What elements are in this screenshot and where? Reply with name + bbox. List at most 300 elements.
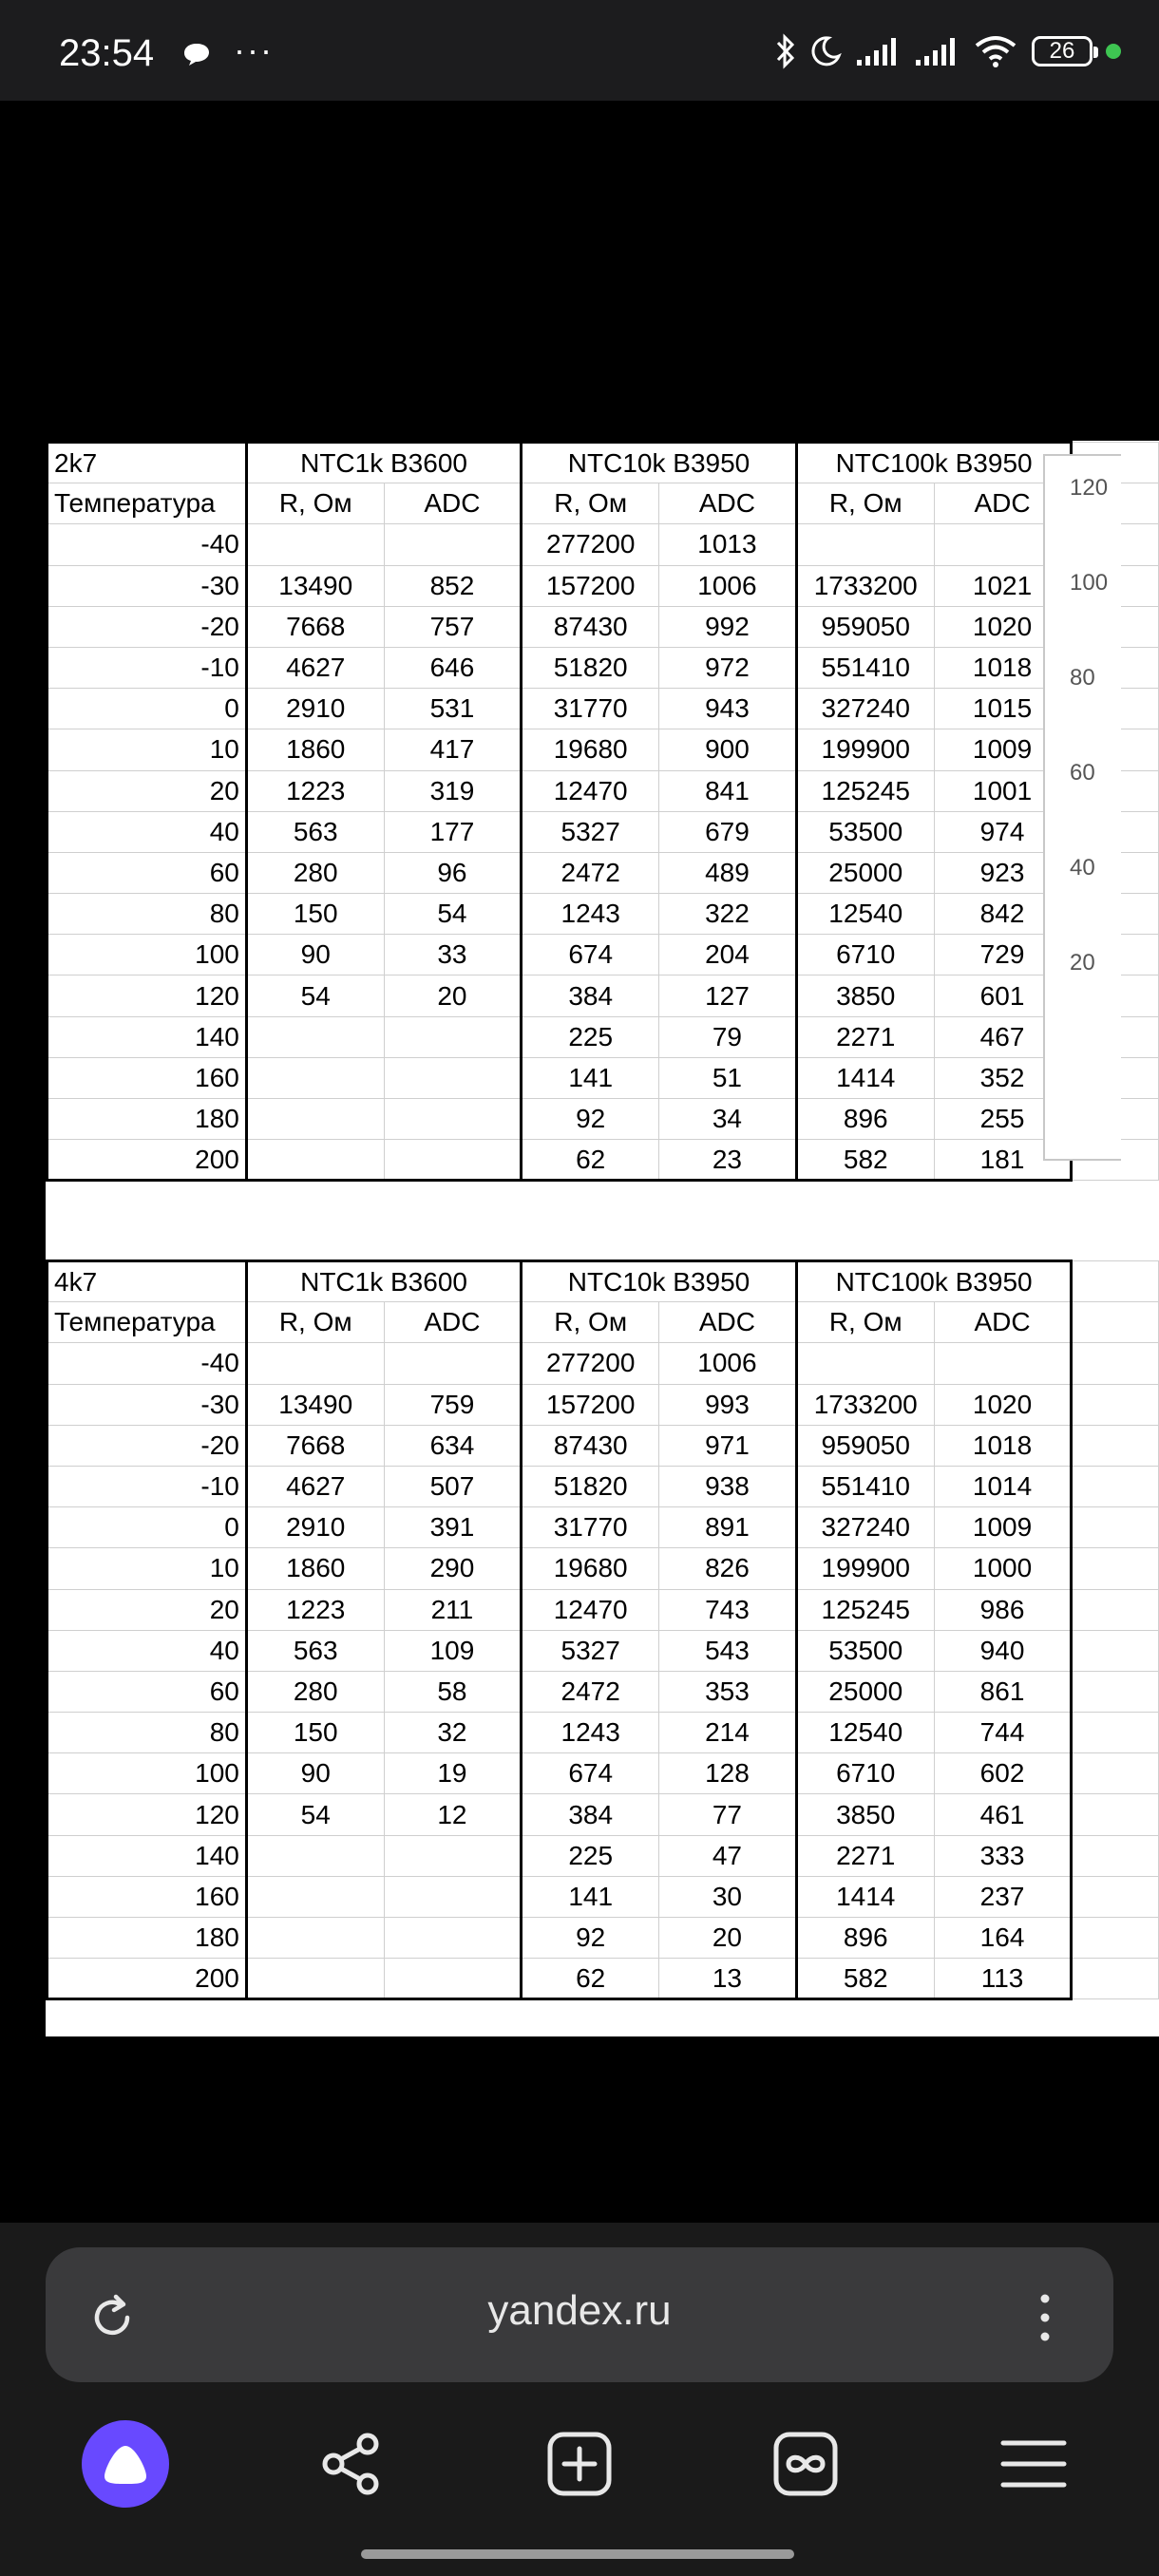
value-cell: 1223 <box>246 770 384 811</box>
value-cell: 1014 <box>934 1466 1072 1506</box>
value-cell: 54 <box>384 894 522 935</box>
table-row <box>48 729 1159 770</box>
value-cell: 47 <box>659 1835 797 1876</box>
empty-cell <box>1072 1835 1159 1876</box>
value-cell: 3850 <box>796 1794 934 1835</box>
value-cell: 2910 <box>246 1507 384 1548</box>
value-cell: 128 <box>659 1753 797 1794</box>
plus-square-icon <box>545 2430 614 2498</box>
value-cell: 181 <box>934 1140 1072 1181</box>
empty-cell <box>1072 1302 1159 1343</box>
temperature-cell: 100 <box>48 1753 247 1794</box>
table-row <box>48 1057 1159 1098</box>
signal-strength-icon-2 <box>914 35 960 67</box>
value-cell: 531 <box>384 689 522 729</box>
value-cell: 900 <box>659 729 797 770</box>
table-row <box>48 1466 1159 1506</box>
value-cell: 1860 <box>246 729 384 770</box>
value-cell: 743 <box>659 1589 797 1630</box>
table-title-row <box>48 443 1159 483</box>
temperature-cell: 20 <box>48 1589 247 1630</box>
empty-cell <box>1072 1630 1159 1671</box>
value-cell: 5327 <box>522 1630 659 1671</box>
value-cell <box>246 1959 384 1999</box>
value-cell: 327240 <box>796 1507 934 1548</box>
value-cell: 31770 <box>522 1507 659 1548</box>
tabs-button[interactable] <box>762 2420 849 2508</box>
value-cell: 58 <box>384 1671 522 1712</box>
address-bar[interactable] <box>46 2247 1113 2382</box>
temperature-cell: 10 <box>48 729 247 770</box>
value-cell: 1015 <box>934 689 1072 729</box>
chart-fragment <box>1043 454 1121 1161</box>
value-cell <box>246 1876 384 1917</box>
table-row <box>48 689 1159 729</box>
value-cell: 141 <box>522 1876 659 1917</box>
chart-axis-tick-label: 60 <box>1070 760 1095 786</box>
value-cell <box>246 1016 384 1057</box>
value-cell: 33 <box>384 935 522 975</box>
reload-icon[interactable] <box>87 2293 137 2342</box>
value-cell: 19680 <box>522 1548 659 1589</box>
value-cell <box>384 1876 522 1917</box>
table-row <box>48 1835 1159 1876</box>
value-cell: 333 <box>934 1835 1072 1876</box>
value-cell: 1243 <box>522 1713 659 1753</box>
value-cell: 353 <box>659 1671 797 1712</box>
value-cell: 646 <box>384 647 522 688</box>
value-cell: 729 <box>934 935 1072 975</box>
column-header: ADC <box>934 1302 1072 1343</box>
do-not-disturb-moon-icon <box>809 35 842 67</box>
ntc-header: NTC1k B3600 <box>246 443 521 483</box>
value-cell: 417 <box>384 729 522 770</box>
value-cell: 51820 <box>522 647 659 688</box>
column-header: R, Ом <box>246 483 384 524</box>
value-cell: 125245 <box>796 770 934 811</box>
status-icons <box>775 28 1121 74</box>
value-cell <box>384 1959 522 1999</box>
temperature-cell: -30 <box>48 565 247 606</box>
value-cell: 141 <box>522 1057 659 1098</box>
empty-cell <box>1072 1343 1159 1384</box>
empty-cell <box>1072 1713 1159 1753</box>
empty-cell <box>1072 1466 1159 1506</box>
value-cell: 3850 <box>796 975 934 1016</box>
column-header: ADC <box>659 483 797 524</box>
table-row <box>48 811 1159 852</box>
table-row <box>48 1671 1159 1712</box>
value-cell: 1733200 <box>796 1384 934 1425</box>
spreadsheet-image <box>46 441 1159 2036</box>
empty-cell <box>1072 1589 1159 1630</box>
table-row <box>48 1425 1159 1466</box>
empty-cell <box>1072 1794 1159 1835</box>
value-cell: 19 <box>384 1753 522 1794</box>
value-cell: 34 <box>659 1099 797 1140</box>
table-row <box>48 894 1159 935</box>
value-cell: 1000 <box>934 1548 1072 1589</box>
column-header: ADC <box>934 483 1072 524</box>
value-cell: 25000 <box>796 852 934 893</box>
chart-axis-tick-label: 100 <box>1070 570 1109 596</box>
value-cell: 4627 <box>246 1466 384 1506</box>
empty-cell <box>1072 1425 1159 1466</box>
temperature-cell: 40 <box>48 811 247 852</box>
battery-indicator: 26 <box>1032 36 1092 66</box>
value-cell: 467 <box>934 1016 1072 1057</box>
value-cell: 461 <box>934 1794 1072 1835</box>
table-row <box>48 1384 1159 1425</box>
value-cell: 87430 <box>522 1425 659 1466</box>
value-cell: 2271 <box>796 1835 934 1876</box>
value-cell: 601 <box>934 975 1072 1016</box>
ntc-table-4k7 <box>46 1260 1159 2000</box>
value-cell: 12 <box>384 1794 522 1835</box>
table-row <box>48 1918 1159 1959</box>
ntc-header: NTC100k B3950 <box>796 1261 1072 1302</box>
value-cell: 2472 <box>522 1671 659 1712</box>
value-cell: 277200 <box>522 1343 659 1384</box>
value-cell: 582 <box>796 1959 934 1999</box>
temperature-cell: 0 <box>48 1507 247 1548</box>
value-cell: 1018 <box>934 1425 1072 1466</box>
table-title-row <box>48 1261 1159 1302</box>
temperature-cell: 100 <box>48 935 247 975</box>
value-cell: 384 <box>522 1794 659 1835</box>
temperature-header: Температура <box>48 483 247 524</box>
value-cell <box>384 1140 522 1181</box>
value-cell: 563 <box>246 1630 384 1671</box>
chart-axis-tick-label: 120 <box>1070 475 1109 501</box>
value-cell: 992 <box>659 606 797 647</box>
value-cell: 551410 <box>796 647 934 688</box>
table-row <box>48 606 1159 647</box>
value-cell: 7668 <box>246 1425 384 1466</box>
temperature-cell: 40 <box>48 1630 247 1671</box>
privacy-indicator-dot <box>1106 44 1121 59</box>
temperature-cell: 200 <box>48 1959 247 1999</box>
ntc-header: NTC100k B3950 <box>796 443 1072 483</box>
value-cell: 940 <box>934 1630 1072 1671</box>
value-cell <box>796 524 934 565</box>
value-cell: 23 <box>659 1140 797 1181</box>
temperature-cell: 80 <box>48 1713 247 1753</box>
value-cell: 214 <box>659 1713 797 1753</box>
value-cell <box>246 1343 384 1384</box>
value-cell: 974 <box>934 811 1072 852</box>
column-header-row <box>48 1302 1159 1343</box>
value-cell <box>246 1918 384 1959</box>
empty-cell <box>1072 1918 1159 1959</box>
temperature-cell: 80 <box>48 894 247 935</box>
value-cell: 25000 <box>796 1671 934 1712</box>
message-bubble-icon <box>182 42 211 66</box>
more-menu-icon[interactable] <box>1030 2289 1060 2346</box>
value-cell: 852 <box>384 565 522 606</box>
value-cell: 109 <box>384 1630 522 1671</box>
value-cell: 87430 <box>522 606 659 647</box>
value-cell: 986 <box>934 1589 1072 1630</box>
value-cell: 54 <box>246 1794 384 1835</box>
table-row <box>48 1794 1159 1835</box>
value-cell: 896 <box>796 1918 934 1959</box>
value-cell: 1414 <box>796 1057 934 1098</box>
chart-axis-tick-label: 40 <box>1070 855 1095 881</box>
alice-icon <box>101 2442 150 2486</box>
value-cell: 582 <box>796 1140 934 1181</box>
value-cell: 744 <box>934 1713 1072 1753</box>
chart-axis-tick-label: 80 <box>1070 665 1095 691</box>
value-cell: 891 <box>659 1507 797 1548</box>
hamburger-menu-icon <box>999 2435 1068 2492</box>
value-cell: 1021 <box>934 565 1072 606</box>
value-cell: 759 <box>384 1384 522 1425</box>
value-cell: 53500 <box>796 811 934 852</box>
table-row <box>48 1630 1159 1671</box>
table-row <box>48 975 1159 1016</box>
temperature-cell: 140 <box>48 1835 247 1876</box>
value-cell: 177 <box>384 811 522 852</box>
share-button[interactable] <box>308 2420 395 2508</box>
value-cell: 841 <box>659 770 797 811</box>
value-cell: 634 <box>384 1425 522 1466</box>
value-cell: 62 <box>522 1959 659 1999</box>
value-cell: 1223 <box>246 1589 384 1630</box>
value-cell: 826 <box>659 1548 797 1589</box>
status-bar <box>0 0 1159 101</box>
value-cell: 1006 <box>659 1343 797 1384</box>
temperature-cell: -40 <box>48 524 247 565</box>
value-cell <box>246 524 384 565</box>
value-cell: 90 <box>246 1753 384 1794</box>
value-cell: 6710 <box>796 935 934 975</box>
value-cell: 1860 <box>246 1548 384 1589</box>
value-cell: 164 <box>934 1918 1072 1959</box>
temperature-cell: -30 <box>48 1384 247 1425</box>
value-cell: 92 <box>522 1918 659 1959</box>
value-cell: 20 <box>659 1918 797 1959</box>
value-cell: 51820 <box>522 1466 659 1506</box>
value-cell: 13490 <box>246 1384 384 1425</box>
table-row <box>48 1753 1159 1794</box>
clock: 23:54 <box>59 32 155 74</box>
value-cell: 280 <box>246 1671 384 1712</box>
value-cell: 157200 <box>522 1384 659 1425</box>
value-cell: 1020 <box>934 606 1072 647</box>
temperature-cell: 200 <box>48 1140 247 1181</box>
value-cell <box>796 1343 934 1384</box>
ntc-table-2k7 <box>46 441 1159 1182</box>
value-cell <box>384 1016 522 1057</box>
value-cell: 79 <box>659 1016 797 1057</box>
temperature-cell: 180 <box>48 1099 247 1140</box>
temperature-cell: 140 <box>48 1016 247 1057</box>
value-cell: 1009 <box>934 1507 1072 1548</box>
bluetooth-icon <box>775 33 796 69</box>
temperature-cell: 180 <box>48 1918 247 1959</box>
temperature-cell: 10 <box>48 1548 247 1589</box>
temperature-cell: 120 <box>48 975 247 1016</box>
new-tab-button[interactable] <box>536 2420 623 2508</box>
temperature-cell: -40 <box>48 1343 247 1384</box>
value-cell <box>384 524 522 565</box>
value-cell: 280 <box>246 852 384 893</box>
empty-cell <box>1072 1507 1159 1548</box>
value-cell: 199900 <box>796 1548 934 1589</box>
ntc-header: NTC10k B3950 <box>522 443 797 483</box>
value-cell: 255 <box>934 1099 1072 1140</box>
value-cell <box>246 1057 384 1098</box>
temperature-cell: 20 <box>48 770 247 811</box>
value-cell: 507 <box>384 1466 522 1506</box>
value-cell: 674 <box>522 935 659 975</box>
value-cell: 5327 <box>522 811 659 852</box>
table-name: 2k7 <box>48 443 247 483</box>
value-cell <box>384 1099 522 1140</box>
value-cell: 157200 <box>522 565 659 606</box>
value-cell: 277200 <box>522 524 659 565</box>
empty-cell <box>1072 1671 1159 1712</box>
value-cell: 391 <box>384 1507 522 1548</box>
value-cell: 30 <box>659 1876 797 1917</box>
value-cell: 20 <box>384 975 522 1016</box>
value-cell: 861 <box>934 1671 1072 1712</box>
value-cell <box>934 1343 1072 1384</box>
column-header: R, Ом <box>522 483 659 524</box>
value-cell: 77 <box>659 1794 797 1835</box>
value-cell: 896 <box>796 1099 934 1140</box>
value-cell: 96 <box>384 852 522 893</box>
value-cell: 842 <box>934 894 1072 935</box>
value-cell: 543 <box>659 1630 797 1671</box>
value-cell <box>246 1140 384 1181</box>
temperature-cell: 0 <box>48 689 247 729</box>
table-row <box>48 1959 1159 1999</box>
value-cell <box>246 1835 384 1876</box>
temperature-cell: 120 <box>48 1794 247 1835</box>
home-indicator[interactable] <box>361 2549 794 2559</box>
signal-strength-icon-1 <box>855 35 901 67</box>
value-cell: 19680 <box>522 729 659 770</box>
value-cell: 972 <box>659 647 797 688</box>
value-cell: 2910 <box>246 689 384 729</box>
temperature-cell: 160 <box>48 1057 247 1098</box>
value-cell: 12540 <box>796 1713 934 1753</box>
value-cell: 322 <box>659 894 797 935</box>
value-cell: 2271 <box>796 1016 934 1057</box>
value-cell: 4627 <box>246 647 384 688</box>
value-cell: 54 <box>246 975 384 1016</box>
value-cell <box>384 1057 522 1098</box>
empty-cell <box>1072 1261 1159 1302</box>
value-cell: 551410 <box>796 1466 934 1506</box>
value-cell: 923 <box>934 852 1072 893</box>
value-cell: 938 <box>659 1466 797 1506</box>
empty-cell <box>1072 1384 1159 1425</box>
temperature-header: Температура <box>48 1302 247 1343</box>
table-row <box>48 1016 1159 1057</box>
value-cell: 959050 <box>796 606 934 647</box>
column-header: R, Ом <box>246 1302 384 1343</box>
url-text[interactable]: yandex.ru <box>487 2287 672 2334</box>
column-header: R, Ом <box>796 483 934 524</box>
value-cell: 943 <box>659 689 797 729</box>
empty-cell <box>1072 1959 1159 1999</box>
column-header: ADC <box>384 483 522 524</box>
temperature-cell: -10 <box>48 1466 247 1506</box>
value-cell: 199900 <box>796 729 934 770</box>
share-icon <box>318 2431 385 2497</box>
value-cell: 31770 <box>522 689 659 729</box>
value-cell: 92 <box>522 1099 659 1140</box>
value-cell: 12470 <box>522 770 659 811</box>
table-row <box>48 1548 1159 1589</box>
value-cell: 384 <box>522 975 659 1016</box>
value-cell: 7668 <box>246 606 384 647</box>
value-cell: 1020 <box>934 1384 1072 1425</box>
value-cell: 225 <box>522 1016 659 1057</box>
value-cell: 563 <box>246 811 384 852</box>
value-cell <box>246 1099 384 1140</box>
ntc-header: NTC10k B3950 <box>522 1261 797 1302</box>
value-cell: 225 <box>522 1835 659 1876</box>
column-header: ADC <box>659 1302 797 1343</box>
chart-axis-tick-label: 20 <box>1070 950 1095 975</box>
value-cell: 352 <box>934 1057 1072 1098</box>
table-row <box>48 565 1159 606</box>
value-cell: 12540 <box>796 894 934 935</box>
menu-button[interactable] <box>990 2420 1077 2508</box>
table-row <box>48 647 1159 688</box>
column-header-row <box>48 483 1159 524</box>
wifi-icon <box>973 34 1018 68</box>
table-row <box>48 770 1159 811</box>
value-cell: 757 <box>384 606 522 647</box>
table-row <box>48 935 1159 975</box>
table-name: 4k7 <box>48 1261 247 1302</box>
value-cell: 90 <box>246 935 384 975</box>
empty-cell <box>1072 1548 1159 1589</box>
value-cell: 1013 <box>659 524 797 565</box>
table-row <box>48 1099 1159 1140</box>
value-cell: 1001 <box>934 770 1072 811</box>
value-cell: 211 <box>384 1589 522 1630</box>
temperature-cell: 160 <box>48 1876 247 1917</box>
table-row <box>48 1140 1159 1181</box>
temperature-cell: -10 <box>48 647 247 688</box>
value-cell: 13490 <box>246 565 384 606</box>
value-cell: 679 <box>659 811 797 852</box>
value-cell: 602 <box>934 1753 1072 1794</box>
value-cell <box>384 1918 522 1959</box>
value-cell: 32 <box>384 1713 522 1753</box>
value-cell: 62 <box>522 1140 659 1181</box>
value-cell: 327240 <box>796 689 934 729</box>
value-cell: 127 <box>659 975 797 1016</box>
value-cell: 6710 <box>796 1753 934 1794</box>
value-cell: 237 <box>934 1876 1072 1917</box>
column-header: R, Ом <box>796 1302 934 1343</box>
alice-assistant-button[interactable] <box>82 2420 169 2508</box>
value-cell: 674 <box>522 1753 659 1794</box>
table-row <box>48 852 1159 893</box>
value-cell: 150 <box>246 894 384 935</box>
tabs-infinity-icon <box>771 2430 840 2498</box>
table-row <box>48 1343 1159 1384</box>
empty-cell <box>1072 1753 1159 1794</box>
value-cell: 1006 <box>659 565 797 606</box>
